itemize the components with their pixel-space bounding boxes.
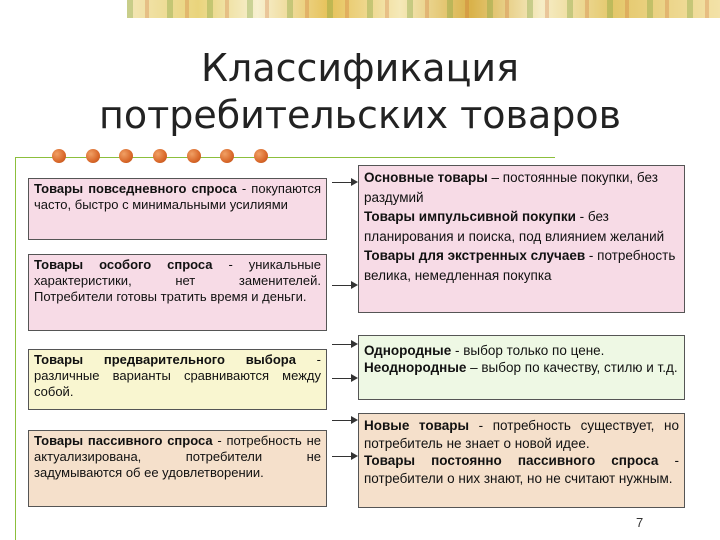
arrow-connector: [332, 182, 356, 183]
subtype-permanent-passive-text: - потребители о них знают, но не считают нужным.: [364, 453, 679, 486]
arrow-connector: [332, 285, 356, 286]
subtype-impulse-goods-title: Товары импульсивной покупки: [364, 209, 576, 225]
subtype-new-goods: [364, 417, 679, 452]
decorative-banner: [127, 0, 720, 18]
subtype-impulse-goods: [364, 207, 679, 246]
box-everyday-goods-text: - покупаются часто, быстро с минимальными усилиями: [34, 181, 321, 212]
box-everyday-goods: [28, 178, 327, 240]
page-number: 7: [636, 515, 644, 530]
box-special-goods: [28, 254, 327, 331]
subtype-heterogeneous-text: – выбор по качеству, стилю и т.д.: [466, 360, 678, 375]
subtype-permanent-passive: [364, 452, 679, 487]
subtype-staple-goods-text: – постоянные покупки, без раздумий: [364, 170, 658, 205]
bullet-dot-icon: [86, 149, 100, 163]
subtype-new-goods-title: Новые товары: [364, 418, 470, 433]
arrow-connector: [332, 456, 356, 457]
box-preselection-goods-title: Товары предварительного выбора: [34, 352, 296, 367]
subtype-emergency-goods-title: Товары для экстренных случаев: [364, 248, 586, 264]
subtype-homogeneous-title: Однородные: [364, 343, 452, 358]
subtype-impulse-goods-text: - без планирования и поиска, под влиянием желаний: [364, 209, 665, 244]
box-everyday-subtypes: [358, 165, 685, 313]
box-passive-goods-text: - потребность не актуализирована, потребители не задумываются об ее удовлетворении.: [34, 433, 321, 480]
subtype-emergency-goods: [364, 246, 679, 285]
subtype-homogeneous: [364, 342, 679, 359]
bullet-dot-icon: [220, 149, 234, 163]
bullet-dot-icon: [119, 149, 133, 163]
subtype-staple-goods: [364, 168, 679, 207]
page-title-line2: потребительских товаров: [99, 93, 621, 137]
bullet-dot-icon: [254, 149, 268, 163]
subtype-heterogeneous-title: Неоднородные: [364, 360, 467, 375]
box-passive-goods: [28, 430, 327, 507]
arrow-connector: [332, 344, 356, 345]
box-preselection-goods: [28, 349, 327, 410]
box-preselection-goods-text: - различные варианты сравниваются между собой.: [34, 352, 321, 399]
bullet-dot-icon: [153, 149, 167, 163]
bullet-dot-icon: [187, 149, 201, 163]
subtype-staple-goods-title: Основные товары: [364, 170, 488, 185]
box-passive-goods-title: Товары пассивного спроса: [34, 433, 213, 448]
subtype-emergency-goods-text: - потребность велика, немедленная покупка: [364, 248, 676, 283]
subtype-permanent-passive-title: Товары постоянно пассивного спроса: [364, 453, 659, 468]
box-everyday-goods-title: Товары повседневного спроса: [34, 181, 237, 196]
box-passive-subtypes: [358, 413, 685, 508]
subtype-new-goods-text: - потребность существует, но потребитель не знает о новой идее.: [364, 418, 680, 451]
box-special-goods-title: Товары особого спроса: [34, 257, 213, 272]
subtype-heterogeneous: [364, 359, 679, 376]
box-preselection-subtypes: [358, 335, 685, 400]
subtype-homogeneous-text: - выбор только по цене.: [451, 343, 605, 358]
box-special-goods-text: - уникальные характеристики, нет заменителей. Потребители готовы тратить время и деньги.: [34, 257, 322, 304]
page-title-line1: Классификация: [201, 46, 519, 90]
arrow-connector: [332, 378, 356, 379]
accent-vertical-line: [15, 157, 16, 540]
bullet-dot-icon: [52, 149, 66, 163]
arrow-connector: [332, 420, 356, 421]
